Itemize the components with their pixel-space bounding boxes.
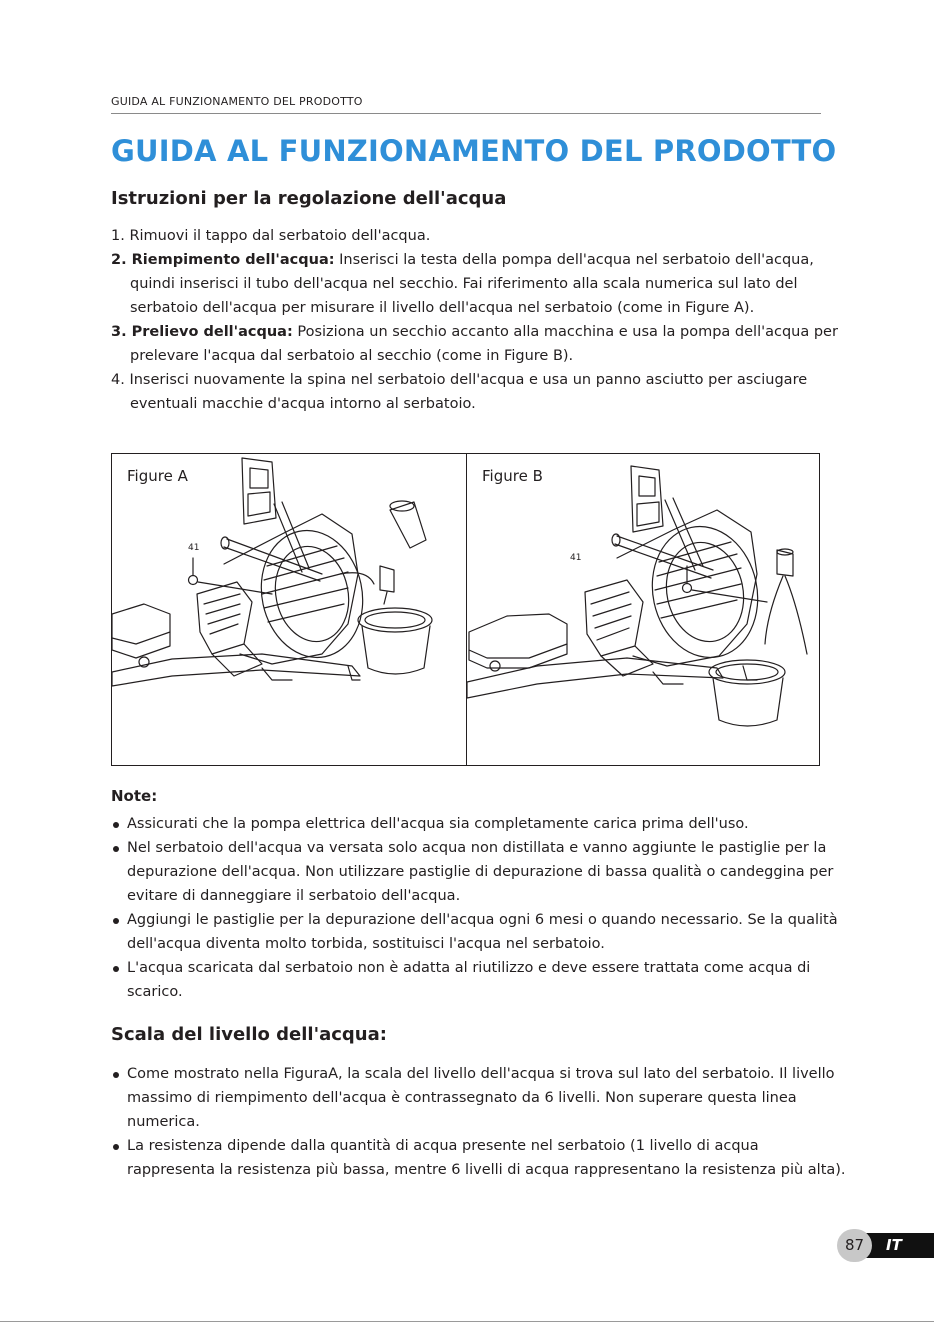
water-level-item: La resistenza dipende dalla quantità di acqua presente nel serbatoio (1 livello di acqua rappresenta la resistenza più bassa, mentre 6 livelli di acqua rappresentano la resistenza più alta). <box>111 1134 846 1182</box>
water-level-item: Come mostrato nella FiguraA, la scala del livello dell'acqua si trova sul lato del serbatoio. Il livello massimo di riempimento dell'acqua è contrassegnato da 6 livelli. Non superare questa linea numerica. <box>111 1062 846 1134</box>
step-item: 2. Riempimento dell'acqua: Inserisci la testa della pompa dell'acqua nel serbatoio dell'acqua, quindi inserisci il tubo dell'acqua nel secchio. Fai riferimento alla scala numerica sul lato del serbatoio dell'acqua per misurare il livello dell'acqua nel serbatoio (come in Figure A). <box>111 252 814 316</box>
language-tab: IT <box>864 1233 934 1258</box>
bullet-icon <box>113 966 119 972</box>
water-level-scale-heading: Scala del livello dell'acqua: <box>111 1024 387 1045</box>
bullet-icon <box>113 1072 119 1078</box>
bullet-icon <box>113 822 119 828</box>
water-adjustment-heading: Istruzioni per la regolazione dell'acqua <box>111 188 507 209</box>
figure-box <box>111 453 820 766</box>
note-label: Note: <box>111 787 158 805</box>
step-item: 3. Prelievo dell'acqua: Posiziona un secchio accanto alla macchina e usa la pompa dell'acqua per prelevare l'acqua dal serbatoio al secchio (come in Figure B). <box>111 324 838 364</box>
rowing-machine-drain-illustration <box>467 454 820 765</box>
step-item: 4. Inserisci nuovamente la spina nel serbatoio dell'acqua e usa un panno asciutto per asciugare eventuali macchie d'acqua intorno al serbatoio. <box>111 372 808 412</box>
part-41-callout-a: 41 <box>188 543 200 553</box>
part-41-callout-b: 41 <box>570 553 582 563</box>
adjustment-steps <box>111 224 841 416</box>
step-item: 1. Rimuovi il tappo dal serbatoio dell'acqua. <box>111 228 431 244</box>
figure-b-caption: Figure B <box>482 467 543 485</box>
note-item: Aggiungi le pastiglie per la depurazione dell'acqua ogni 6 mesi o quando necessario. Se la qualità dell'acqua diventa molto torbida, sostituisci l'acqua nel serbatoio. <box>111 908 846 956</box>
page-title: GUIDA AL FUNZIONAMENTO DEL PRODOTTO <box>111 134 837 168</box>
notes-list <box>111 812 846 1004</box>
rowing-machine-fill-illustration <box>112 454 466 765</box>
header-rule <box>111 113 821 114</box>
bullet-icon <box>113 846 119 852</box>
running-header: GUIDA AL FUNZIONAMENTO DEL PRODOTTO <box>111 95 363 108</box>
note-item: Nel serbatoio dell'acqua va versata solo acqua non distillata e vanno aggiunte le pastiglie per la depurazione dell'acqua. Non utilizzare pastiglie di depurazione di bassa qualità o candeggina per evitare di danneggiare il serbatoio dell'acqua. <box>111 836 846 908</box>
bottom-rule <box>0 1321 934 1322</box>
note-item: L'acqua scaricata dal serbatoio non è adatta al riutilizzo e deve essere trattata come acqua di scarico. <box>111 956 846 1004</box>
figure-a-caption: Figure A <box>127 467 188 485</box>
water-level-list <box>111 1062 846 1182</box>
bullet-icon <box>113 918 119 924</box>
page-number: 87 <box>837 1229 872 1262</box>
note-item: Assicurati che la pompa elettrica dell'acqua sia completamente carica prima dell'uso. <box>111 812 846 836</box>
bullet-icon <box>113 1144 119 1150</box>
